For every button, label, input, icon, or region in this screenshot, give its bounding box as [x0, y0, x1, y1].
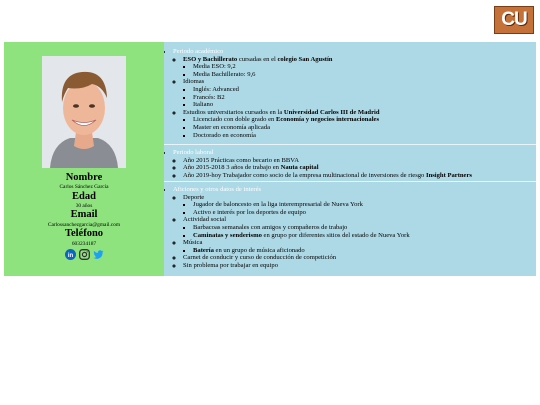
section-work — [164, 145, 536, 182]
email-heading: Email — [70, 209, 98, 220]
sub-item — [193, 232, 536, 240]
sub-item: ▪ Media Bachillerato: 9,6 — [193, 71, 536, 79]
list-item — [183, 172, 536, 180]
list-item — [183, 216, 536, 239]
list-item: ◦ Carnet de conducir y curso de conducción de competición — [183, 254, 536, 262]
item-text: Licenciado con doble grado en — [193, 116, 276, 124]
sub-item: ▪ Inglés: Advanced — [193, 86, 536, 94]
list-item — [183, 194, 536, 217]
section-title-academic: Periodo académico — [173, 48, 224, 55]
instagram-icon[interactable] — [79, 249, 90, 260]
item-text: Estudios universitarios cursados en la — [183, 108, 284, 116]
age-value: 30 años — [75, 203, 93, 209]
sub-item: ▪ Master en economía aplicada — [193, 124, 536, 132]
item-text: Insight Partners — [426, 171, 472, 179]
linkedin-icon[interactable] — [65, 249, 76, 260]
section-title-work: Periodo laboral — [173, 149, 214, 156]
profile-panel — [4, 42, 164, 276]
item-text: Universidad Carlos III de Madrid — [283, 108, 380, 116]
item-text: ESO y Bachillerato — [183, 55, 238, 63]
section-title-hobbies: Aficiones y otros datos de interés — [173, 186, 262, 193]
item-text: Batería — [193, 246, 214, 254]
sub-item: ▪ Doctorado en economía — [193, 132, 536, 140]
list-item: ◦ Sin problema por trabajar en equipo — [183, 262, 536, 270]
item-text: en un grupo de música aficionado — [213, 246, 305, 254]
sub-item: ▪ Media ESO: 9,2 — [193, 63, 536, 71]
item-text: en grupo por diferentes sitios del estado de Nueva York — [261, 231, 410, 239]
list-item: ◦ Año 2015 Prácticas como becario en BBVA — [183, 157, 536, 165]
name-heading: Nombre — [65, 172, 103, 183]
item-text: Economía y negocios internacionales — [275, 116, 380, 124]
sub-item: ▪ Italiano — [193, 101, 536, 109]
logo-text: CU — [501, 9, 527, 30]
email-value[interactable]: Carlossanchezgarcia@gmail.com — [47, 222, 121, 228]
sub-item — [193, 116, 536, 124]
item-text: Actividad social — [183, 216, 227, 224]
item-text: Idiomas — [183, 78, 205, 86]
svg-text:in: in — [67, 253, 73, 259]
list-item — [183, 109, 536, 139]
item-text: Año 2019-hoy Trabajador como socio de la empresa multinacional de inversiones de riesgo — [183, 171, 426, 179]
sub-item: ▪ Francés: B2 — [193, 94, 536, 102]
section-academic — [164, 42, 536, 145]
list-item — [183, 56, 536, 79]
item-text: cursadas en el — [237, 55, 278, 63]
item-text: Año 2015-2018 3 años de trabajo en — [183, 164, 281, 172]
item-text: Caminatas y senderismo — [193, 231, 262, 239]
cv-container — [4, 42, 536, 276]
phone-value: 603234187 — [71, 241, 97, 247]
sub-item: ▪ Jugador de baloncesto en la liga interempresarial de Nueva York — [193, 201, 536, 209]
phone-heading: Teléfono — [64, 228, 104, 239]
profile-photo — [42, 56, 126, 168]
social-links — [4, 249, 164, 260]
name-value: Carlos Sánchez García — [59, 184, 109, 190]
list-item — [183, 239, 536, 254]
list-item — [183, 164, 536, 172]
cv-content — [164, 42, 536, 276]
twitter-icon[interactable] — [93, 249, 104, 260]
sub-item — [193, 247, 536, 255]
item-text: Música — [183, 239, 203, 247]
age-heading: Edad — [72, 191, 96, 202]
sub-item: ▪ Barbacoas semanales con amigos y compañeros de trabajo — [193, 224, 536, 232]
item-text: colegio San Agustín — [277, 55, 333, 63]
item-text: Nauta capital — [280, 164, 319, 172]
section-hobbies — [164, 182, 536, 270]
logo — [494, 6, 534, 34]
item-text: Deporte — [183, 193, 205, 201]
sub-item: ▪ Activo e interés por los deportes de equipo — [193, 209, 536, 217]
list-item — [183, 78, 536, 108]
